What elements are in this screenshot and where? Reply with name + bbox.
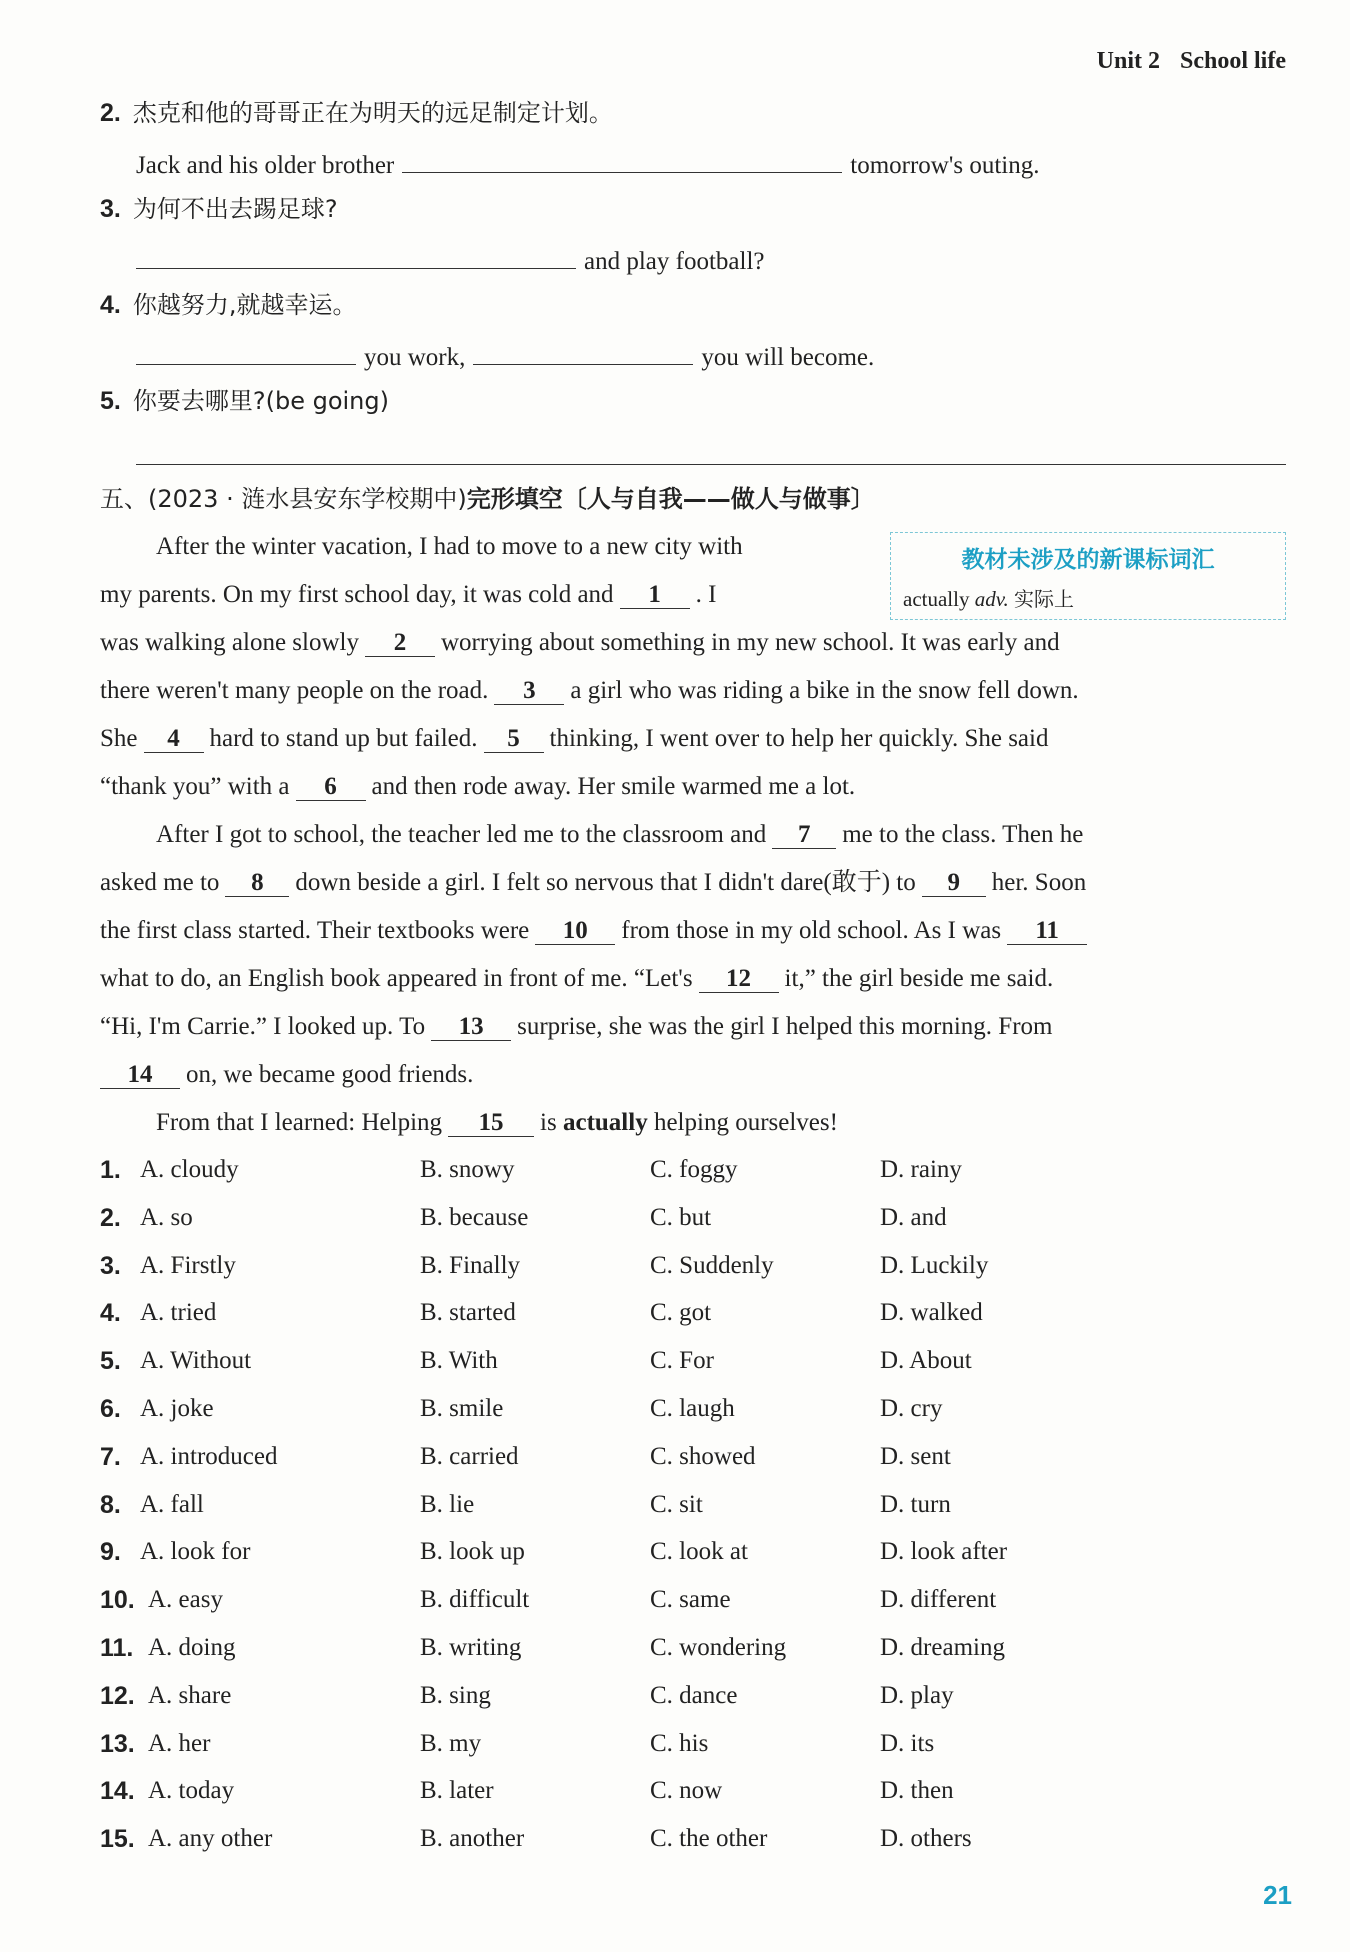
option-row [100,1491,1290,1531]
option-d[interactable]: D. cry [880,1395,943,1422]
option-d[interactable]: D. its [880,1729,935,1757]
gap-5[interactable]: 5 [484,726,544,753]
option-b[interactable]: B. because [420,1203,529,1231]
option-row [100,1586,1290,1626]
question-number: 12. [100,1681,135,1710]
translation-answer-2: Jack and his older brother tomorrow's outing. [136,146,1040,181]
option-b[interactable]: B. With [420,1347,498,1375]
option-d[interactable]: D. Luckily [880,1251,989,1279]
gap-1[interactable]: 1 [620,582,690,609]
translation-answer-3: and play football? [136,242,765,277]
option-d[interactable]: D. play [880,1681,954,1709]
passage-line: She 4 hard to stand up but failed. 5 thinking, I went over to help her quickly. She said [100,725,1049,752]
question-number: 8. [100,1490,121,1519]
translation-item-3: 3. 为何不出去踢足球? [100,195,338,223]
option-b[interactable]: B. smile [420,1395,504,1422]
unit-label: Unit 2 [1096,48,1160,74]
option-b[interactable]: B. Finally [420,1251,521,1279]
option-c[interactable]: C. his [650,1729,709,1757]
option-a[interactable]: A. introduced [140,1442,278,1470]
option-b[interactable]: B. later [420,1777,494,1805]
option-b[interactable]: B. lie [420,1490,475,1518]
option-row [100,1443,1290,1483]
question-number: 14. [100,1777,135,1806]
option-b[interactable]: B. difficult [420,1586,530,1614]
option-a[interactable]: A. today [148,1777,235,1805]
page-number: 21 [1263,1880,1292,1910]
translation-item-2: 2. 杰克和他的哥哥正在为明天的远足制定计划。 [100,99,613,127]
passage-line: was walking alone slowly 2 worrying about something in my new school. It was early and [100,629,1060,656]
option-c[interactable]: C. laugh [650,1395,735,1422]
option-b[interactable]: B. my [420,1729,482,1757]
vocab-title: 教材未涉及的新课标词汇 [961,547,1215,573]
passage-line: the first class started. Their textbooks were 10 from those in my old school. As I was 11 [100,916,1093,946]
answer-blank-full[interactable] [136,464,1286,465]
question-number: 15. [100,1825,135,1854]
option-b[interactable]: B. another [420,1825,525,1853]
gap-8[interactable]: 8 [225,870,289,897]
answer-blank[interactable] [136,338,356,365]
option-row [100,1299,1290,1339]
option-c[interactable]: C. same [650,1586,731,1614]
gap-14[interactable]: 14 [100,1062,180,1089]
option-c[interactable]: C. showed [650,1442,756,1470]
question-number: 10. [100,1586,135,1615]
question-number: 13. [100,1729,135,1758]
passage-line: asked me to 8 down beside a girl. I felt so nervous that I didn't dare(敢于) to 9 her. Soon [100,869,1087,896]
question-number: 1. [100,1156,121,1184]
option-a[interactable]: A. any other [148,1825,273,1853]
option-c[interactable]: C. sit [650,1490,703,1518]
option-a[interactable]: A. share [148,1681,232,1709]
passage-line: From that I learned: Helping 15 is actually helping ourselves! [156,1109,838,1136]
translation-answer-4: you work, you will become. [136,338,874,373]
option-c[interactable]: C. now [650,1777,723,1805]
gap-13[interactable]: 13 [431,1014,511,1041]
gap-10[interactable]: 10 [535,918,615,945]
option-row [100,1777,1290,1817]
option-a[interactable]: A. doing [148,1634,236,1661]
option-row [100,1538,1290,1578]
option-d[interactable]: D. rainy [880,1156,962,1183]
section-title: 五、(2023 · 涟水县安东学校期中)完形填空〔人与自我——做人与做事〕 [100,485,875,513]
passage-line: 14 on, we became good friends. [100,1060,473,1090]
passage-line: “Hi, I'm Carrie.” I looked up. To 13 surprise, she was the girl I helped this morning. From [100,1013,1053,1040]
gap-7[interactable]: 7 [772,822,836,849]
option-c[interactable]: C. wondering [650,1634,787,1661]
answer-blank[interactable] [473,338,693,365]
gap-3[interactable]: 3 [494,678,564,705]
passage-line: After the winter vacation, I had to move to a new city with [156,533,743,560]
gap-15[interactable]: 15 [448,1110,534,1137]
gap-2[interactable]: 2 [365,630,435,657]
option-a[interactable]: A. look for [140,1538,251,1566]
option-a[interactable]: A. easy [148,1586,223,1614]
gap-11[interactable]: 11 [1007,918,1087,945]
option-b[interactable]: B. writing [420,1634,522,1661]
option-a[interactable]: A. Without [140,1347,252,1375]
option-a[interactable]: A. tried [140,1299,217,1327]
option-b[interactable]: B. snowy [420,1156,515,1183]
option-d[interactable]: D. walked [880,1299,983,1327]
option-c[interactable]: C. foggy [650,1156,738,1183]
option-a[interactable]: A. joke [140,1395,214,1422]
option-b[interactable]: B. started [420,1299,516,1327]
question-number: 2. [100,1203,121,1232]
page-header [1097,48,1286,75]
passage-line: there weren't many people on the road. 3 a girl who was riding a bike in the snow fell down. [100,677,1079,704]
option-d[interactable]: D. then [880,1777,954,1805]
option-row [100,1395,1290,1435]
option-a[interactable]: A. her [148,1729,211,1757]
option-d[interactable]: D. About [880,1347,972,1375]
gap-4[interactable]: 4 [144,726,204,753]
question-number: 9. [100,1538,121,1567]
option-row [100,1825,1290,1865]
option-row [100,1730,1290,1770]
option-d[interactable]: D. different [880,1586,997,1614]
option-d[interactable]: D. others [880,1825,972,1853]
question-number: 6. [100,1395,121,1423]
option-b[interactable]: B. sing [420,1681,491,1709]
option-row [100,1347,1290,1387]
question-number: 7. [100,1442,121,1471]
option-row [100,1252,1290,1292]
vocab-entry: actually adv. 实际上 [903,587,1074,611]
option-c[interactable]: C. For [650,1347,714,1375]
gap-6[interactable]: 6 [296,774,366,801]
option-d[interactable]: D. sent [880,1442,951,1470]
option-c[interactable]: C. got [650,1299,712,1327]
translation-item-5: 5. 你要去哪里?(be going) [100,387,389,415]
option-c[interactable]: C. but [650,1203,712,1231]
question-number: 4. [100,1299,121,1328]
passage-line: “thank you” with a 6 and then rode away. Her smile warmed me a lot. [100,773,856,800]
option-d[interactable]: D. look after [880,1538,1008,1566]
option-b[interactable]: B. look up [420,1538,525,1566]
option-c[interactable]: C. Suddenly [650,1251,774,1279]
option-b[interactable]: B. carried [420,1442,519,1470]
option-row [100,1634,1290,1674]
passage-line: what to do, an English book appeared in front of me. “Let's 12 it,” the girl beside me said. [100,965,1054,992]
option-a[interactable]: A. so [140,1203,193,1231]
option-d[interactable]: D. turn [880,1490,951,1518]
option-c[interactable]: C. dance [650,1681,738,1709]
vocab-box [890,532,1286,620]
answer-blank[interactable] [136,242,576,269]
option-a[interactable]: A. Firstly [140,1251,236,1279]
question-number: 3. [100,1251,121,1280]
option-d[interactable]: D. dreaming [880,1634,1005,1661]
option-c[interactable]: C. the other [650,1825,768,1853]
option-a[interactable]: A. cloudy [140,1156,239,1183]
question-number: 5. [100,1347,121,1376]
option-d[interactable]: D. and [880,1203,947,1231]
translation-item-4: 4. 你越努力,就越幸运。 [100,291,357,319]
option-a[interactable]: A. fall [140,1490,204,1518]
gap-9[interactable]: 9 [922,870,986,897]
unit-title: School life [1180,48,1286,74]
question-number: 11. [100,1634,134,1662]
passage-line: After I got to school, the teacher led me to the classroom and 7 me to the class. Then he [156,821,1084,848]
option-c[interactable]: C. look at [650,1538,748,1566]
option-row [100,1156,1290,1196]
option-row [100,1204,1290,1244]
gap-12[interactable]: 12 [699,966,779,993]
option-row [100,1682,1290,1722]
passage-line: my parents. On my first school day, it was cold and 1 . I [100,581,717,608]
answer-blank[interactable] [402,146,842,173]
